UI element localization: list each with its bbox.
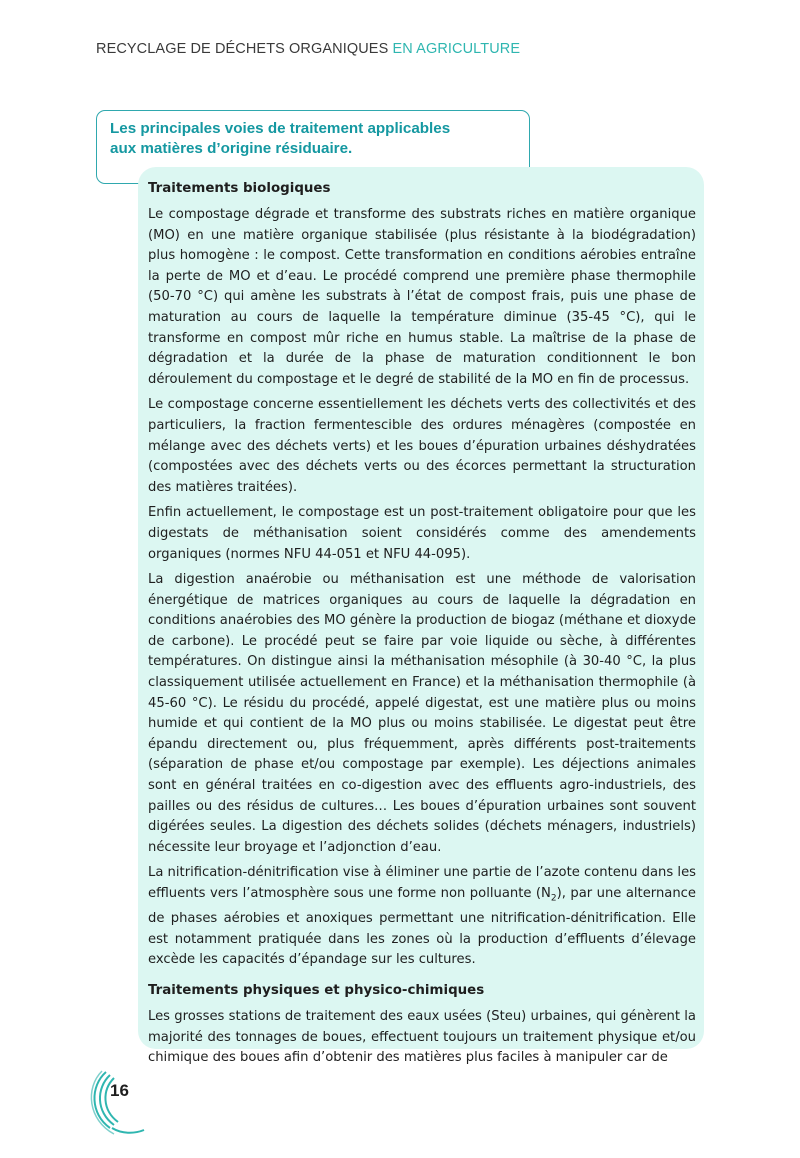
body-text xyxy=(148,179,696,1074)
header-title-accent: EN AGRICULTURE xyxy=(392,41,521,57)
paragraph-compostage-scope: Le compostage concerne essentiellement les déchets verts des collectivités et des particuliers, la fraction fermentescible des ordures ménagères (compostée en mélange avec des déchets verts) et les boues d’épuration urbaines déshydratées (compostées avec des déchets verts ou des écorces permettant la structuration des matières traitées). xyxy=(148,397,696,495)
callout-title xyxy=(110,119,510,159)
page-number: 16 xyxy=(110,1081,129,1100)
page-ornament-icon xyxy=(88,1066,150,1138)
running-header xyxy=(96,41,520,57)
paragraph-nitrification xyxy=(148,863,696,971)
section-heading-physical: Traitements physiques et physico-chimiques xyxy=(148,983,485,998)
nitrification-text-start: La nitrification-dénitrification vise à éliminer une partie de l’azote contenu dans les effluents vers l’atmosphère sous une forme non polluante (N xyxy=(148,865,696,901)
section-heading-biological: Traitements biologiques xyxy=(148,181,331,196)
callout-title-line1: Les principales voies de traitement applicables xyxy=(110,120,451,137)
paragraph-post-treatment: Enfin actuellement, le compostage est un post-traitement obligatoire pour que les digestats de méthanisation soient considérés comme des amendements organiques (normes NFU 44-051 et NFU 44-095). xyxy=(148,505,696,562)
nitrification-text-end: ), par une alternance de phases aérobies et anoxiques permettant une nitrification-dénitrification. Elle est notamment pratiquée dans les zones où la production d’effluents d’élevage excède les capacités d’épandage sur les cultures. xyxy=(148,886,696,968)
paragraph-steu: Les grosses stations de traitement des eaux usées (Steu) urbaines, qui génèrent la majorité des tonnages de boues, effectuent toujours un traitement physique et/ou chimique des boues afin d’obtenir des matières plus faciles à manipuler car de xyxy=(148,1009,696,1066)
paragraph-methanisation: La digestion anaérobie ou méthanisation est une méthode de valorisation énergétique de matrices organiques au cours de laquelle la dégradation en conditions anaérobies des MO génère la production de biogaz (méthane et dioxyde de carbone). Le procédé peut se faire par voie liquide ou sèche, à différentes températures. On distingue ainsi la méthanisation mésophile (à 30-40 °C, la plus classiquement utilisée actuellement en France) et la méthanisation thermophile (à 45-60 °C). Le résidu du procédé, appelé digestat, est une matière plus ou moins humide et qui contient de la MO plus ou moins stabilisée. Le digestat peut être épandu directement ou, plus fréquemment, après différents post-traitements (séparation de phase et/ou compostage par exemple). Les déjections animales sont en général traitées en co-digestion avec des effluents agro-industriels, des pailles ou des résidus de cultures… Les boues d’épuration urbaines sont souvent digérées seules. La digestion des déchets solides (déchets ménagers, industriels) nécessite leur broyage et l’adjonction d’eau. xyxy=(148,572,696,855)
nitrogen-subscript: 2 xyxy=(550,893,557,904)
callout-title-line2: aux matières d’origine résiduaire. xyxy=(110,140,353,157)
header-title-main: RECYCLAGE DE DÉCHETS ORGANIQUES xyxy=(96,41,389,57)
paragraph-compostage: Le compostage dégrade et transforme des substrats riches en matière organique (MO) en une matière organique stabilisée (plus résistante à la biodégradation) plus homogène : le compost. Cette transformation en conditions aérobies entraîne la perte de MO et d’eau. Le procédé comprend une première phase thermophile (50-70 °C) qui amène les substrats à l’état de compost frais, puis une phase de maturation au cours de laquelle la température diminue (35-45 °C), qui le transforme en compost mûr riche en humus stable. La maîtrise de la phase de dégradation et la durée de la phase de maturation conditionnent le bon déroulement du compostage et le degré de stabilité de la MO en fin de processus. xyxy=(148,207,696,387)
